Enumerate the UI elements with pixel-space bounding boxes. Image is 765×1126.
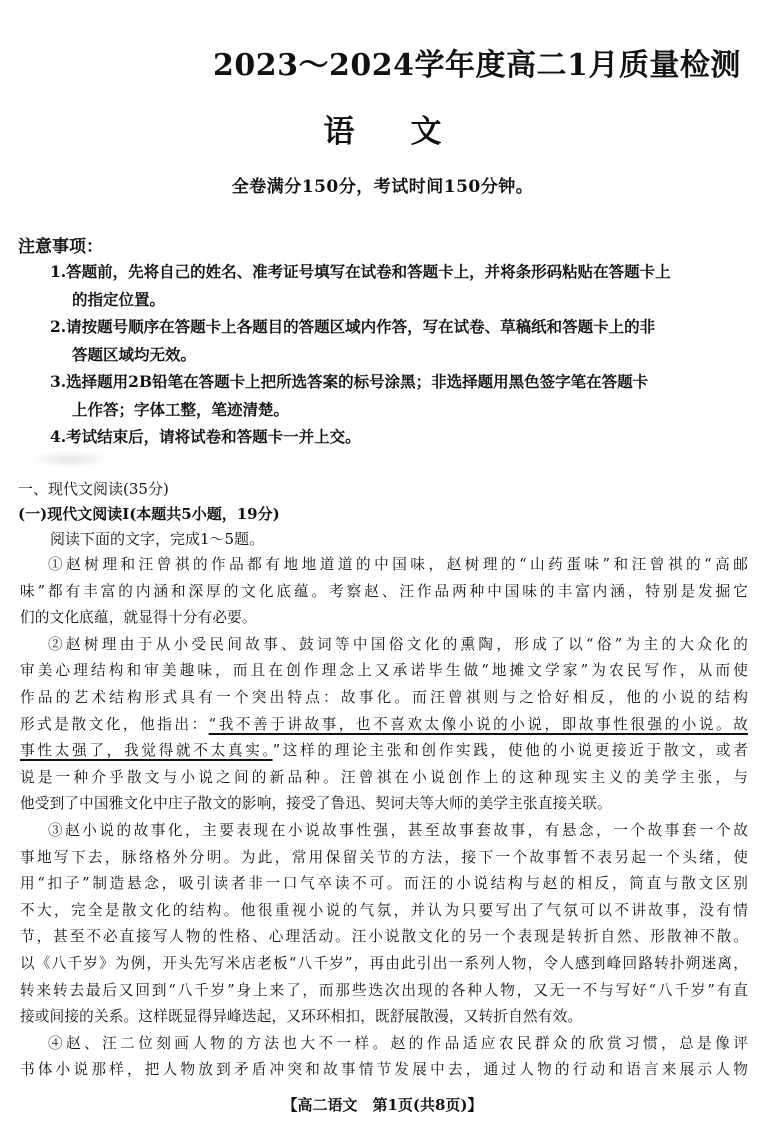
reading-passage — [20, 552, 748, 1084]
passage-line: 们的文化底蕴，就显得十分有必要。 — [20, 609, 257, 627]
passage-text: ”这样的理论主张和创作实践，使他的小说更接近于散文，或者 — [272, 742, 748, 760]
reading-instruction: 阅读下面的文字，完成1～5题。 — [50, 530, 265, 548]
passage-line: 接或间接的关系。这样既显得异峰迭起，又环环相扣，既舒展散漫，又转折自然有效。 — [20, 1008, 583, 1026]
subject-title: 语文 — [323, 114, 498, 150]
notice-item: 1.答题前，先将自己的姓名、准考证号填写在试卷和答题卡上，并将条形码粘贴在答题卡上 — [50, 262, 671, 281]
notice-item-continued: 上作答；字体工整，笔迹清楚。 — [72, 399, 290, 419]
passage-line — [20, 712, 748, 739]
passage-line: 转来转去最后又回到“八千岁”身上来了，而那些迭次出现的各种人物，又无一不与写好“八千岁”有直 — [20, 981, 748, 999]
passage-line: 事地写下去，脉络格外分明。为此，常用保留关节的方法，接下一个故事暂不表另起一个头绪，使 — [20, 848, 748, 866]
scan-smudge — [30, 450, 110, 468]
passage-line: 书体小说那样，把人物放到矛盾冲突和故事情节发展中去，通过人物的行动和语言来展示人物 — [20, 1061, 748, 1079]
notice-item: 3.选择题用2B铅笔在答题卡上把所选答案的标号涂黑；非选择题用黑色签字笔在答题卡 — [50, 372, 649, 391]
subsection-heading: (一)现代文阅读Ⅰ(本题共5小题，19分) — [18, 505, 280, 523]
page-footer: 【高二语文 第1页(共8页)】 — [282, 1096, 483, 1114]
section-heading: 一、现代文阅读(35分) — [18, 480, 169, 498]
notice-list — [50, 258, 750, 451]
passage-line: 他受到了中国雅文化中庄子散文的影响，接受了鲁迅、契诃夫等大师的美学主张直接关联。 — [20, 795, 612, 813]
notice-item: 4.考试结束后，请将试卷和答题卡一并上交。 — [50, 427, 361, 446]
underlined-quote: “我不善于讲故事，也不喜欢太像小说的小说，即故事性很强的小说。故 — [208, 715, 749, 733]
underlined-quote: 事性太强了，我觉得就不太真实。 — [20, 742, 273, 760]
passage-line: ④赵、汪二位刻画人物的方法也大不一样。赵的作品适应农民群众的欣赏习惯，总是像评 — [48, 1034, 748, 1052]
passage-line — [20, 738, 748, 765]
exam-title: 2023～2024学年度高二1月质量检测 — [213, 48, 741, 83]
passage-line: 味”都有丰富的内涵和深厚的文化底蕴。考察赵、汪作品两种中国味的丰富内涵，特别是发掘它 — [20, 582, 748, 600]
notice-item: 2.请按题号顺序在答题卡上各题目的答题区域内作答，写在试卷、草稿纸和答题卡上的非 — [50, 317, 656, 336]
notice-item-continued: 的指定位置。 — [72, 289, 166, 309]
notice-heading: 注意事项： — [18, 237, 103, 257]
passage-line: 用“扣子”制造悬念，吸引读者非一口气卒读不可。而汪的小说结构与赵的相反，简直与散文区别 — [20, 875, 748, 893]
passage-line: 节，甚至不必直接写人物的性格、心理活动。汪小说散文化的另一个表现是转折自然、形散神不散。 — [20, 928, 748, 946]
notice-item-continued: 答题区域均无效。 — [72, 344, 197, 364]
passage-line: 说是一种介乎散文与小说之间的新品种。汪曾祺在小说创作上的这种现实主义的美学主张，与 — [20, 768, 748, 786]
passage-line: ③赵小说的故事化，主要表现在小说故事性强，甚至故事套故事，有悬念，一个故事套一个故 — [48, 821, 748, 839]
passage-line: ①赵树理和汪曾祺的作品都有地地道道的中国味，赵树理的“山药蛋味”和汪曾祺的“高邮 — [48, 556, 748, 573]
score-time-line: 全卷满分150分，考试时间150分钟。 — [231, 177, 534, 197]
passage-line: 以《八千岁》为例，开头先写米店老板“八千岁”，再由此引出一系列人物，令人感到峰回路转扑朔迷离， — [20, 954, 748, 972]
passage-text: 形式是散文化，他指出： — [20, 715, 209, 733]
passage-line: 不大，完全是散文化的结构。他很重视小说的气氛，并认为只要写出了气氛可以不讲故事，没有情 — [20, 901, 748, 919]
passage-line: 作品的艺术结构形式具有一个突出特点：故事化。而汪曾祺则与之恰好相反，他的小说的结构 — [20, 688, 748, 706]
passage-line: ②赵树理由于从小受民间故事、鼓词等中国俗文化的熏陶，形成了以“俗”为主的大众化的 — [48, 635, 748, 653]
passage-line: 审美心理结构和审美趣味，而且在创作理念上又承诺毕生做“地摊文学家”为农民写作，从而使 — [20, 662, 748, 680]
